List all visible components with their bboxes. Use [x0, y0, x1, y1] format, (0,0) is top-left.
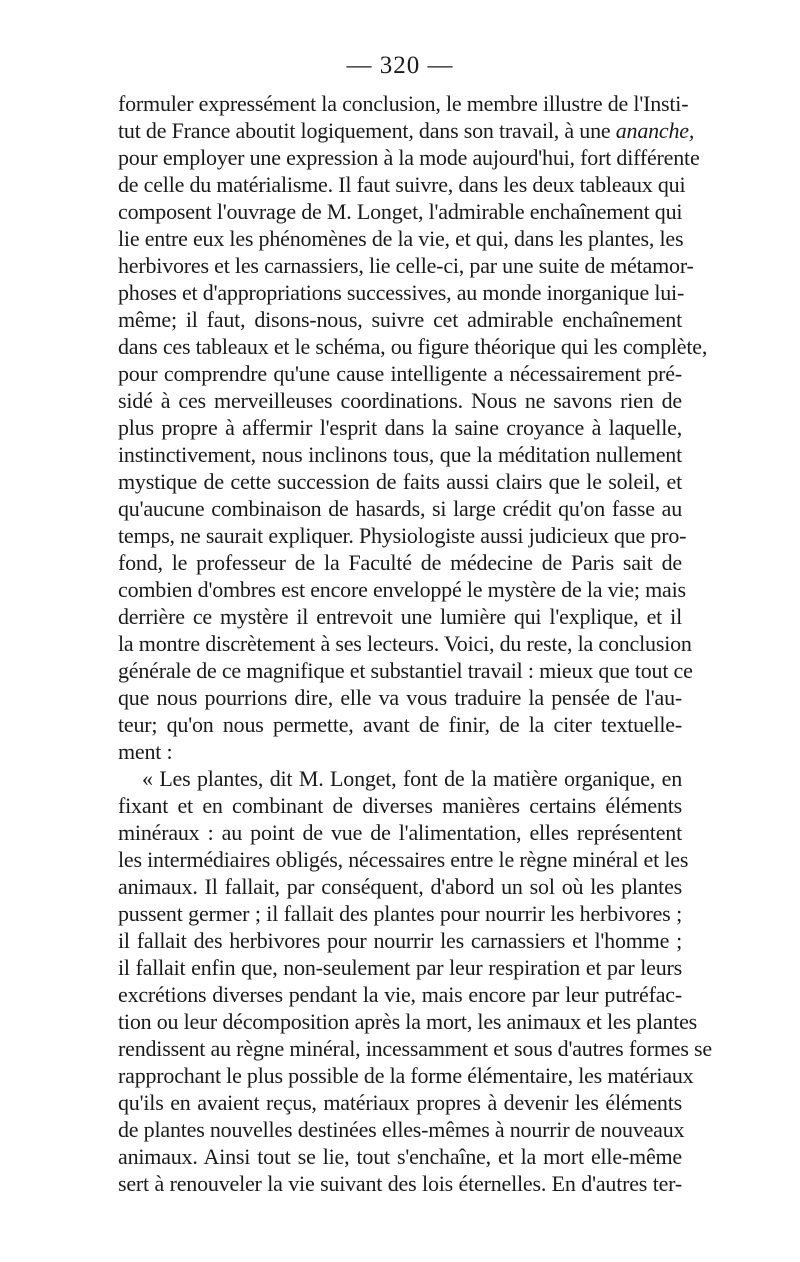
text-line: lie entre eux les phénomènes de la vie, et qui, dans les plantes, les: [118, 226, 684, 251]
text-line: animaux. Il fallait, par conséquent, d'abord un sol où les plantes: [118, 874, 682, 899]
text-line: herbivores et les carnassiers, lie celle-ci, par une suite de métamor-: [118, 253, 694, 278]
text-line: il fallait des herbivores pour nourrir les carnassiers et l'homme ;: [118, 928, 682, 953]
text-line: teur; qu'on nous permette, avant de finir, de la citer textuelle-: [118, 712, 682, 737]
text-line: fond, le professeur de la Faculté de médecine de Paris sait de: [118, 550, 682, 575]
text-line: de celle du matérialisme. Il faut suivre, dans les deux tableaux qui: [118, 172, 686, 197]
text-line: pour comprendre qu'une cause intelligente a nécessairement pré-: [118, 361, 682, 386]
text-line: « Les plantes, dit M. Longet, font de la matière organique, en: [142, 766, 682, 791]
text-line: plus propre à affermir l'esprit dans la saine croyance à laquelle,: [118, 415, 682, 440]
text-line: que nous pourrions dire, elle va vous traduire la pensée de l'au-: [118, 685, 682, 710]
text-line: pussent germer ; il fallait des plantes pour nourrir les herbivores ;: [118, 901, 682, 926]
text-line: pour employer une expression à la mode aujourd'hui, fort différente: [118, 145, 700, 170]
text-line: animaux. Ainsi tout se lie, tout s'enchaîne, et la mort elle-même: [118, 1144, 682, 1169]
text-line: temps, ne saurait expliquer. Physiologiste aussi judicieux que pro-: [118, 523, 687, 548]
text-line: la montre discrètement à ses lecteurs. Voici, du reste, la conclusion: [118, 631, 692, 656]
text-line: rapprochant le plus possible de la forme élémentaire, les matériaux: [118, 1063, 694, 1088]
text-line: composent l'ouvrage de M. Longet, l'admirable enchaînement qui: [118, 199, 683, 224]
text-line: générale de ce magnifique et substantiel travail : mieux que tout ce: [118, 658, 693, 683]
text-line: derrière ce mystère il entrevoit une lumière qui l'explique, et il: [118, 604, 682, 629]
text-line: qu'ils en avaient reçus, matériaux propres à devenir les éléments: [118, 1090, 682, 1115]
text-line: [118, 117, 695, 144]
text-line-part: tut de France aboutit logiquement, dans son travail, à une: [118, 118, 616, 143]
text-line: sert à renouveler la vie suivant des lois éternelles. En d'autres ter-: [118, 1171, 682, 1196]
text-line: phoses et d'appropriations successives, au monde inorganique lui-: [118, 280, 685, 305]
text-line: tion ou leur décomposition après la mort, les animaux et les plantes: [118, 1009, 698, 1034]
text-line: instinctivement, nous inclinons tous, que la méditation nullement: [118, 442, 682, 467]
text-line: combien d'ombres est encore enveloppé le mystère de la vie; mais: [118, 577, 686, 602]
text-line: il fallait enfin que, non-seulement par leur respiration et par leurs: [118, 955, 682, 980]
text-line: excrétions diverses pendant la vie, mais encore par leur putréfac-: [118, 982, 682, 1007]
text-line: même; il faut, disons-nous, suivre cet admirable enchaînement: [118, 307, 682, 332]
body-text: [118, 90, 712, 1197]
page-number: — 320 —: [346, 52, 454, 79]
text-line: dans ces tableaux et le schéma, ou figure théorique qui les complète,: [118, 334, 708, 359]
text-line: les intermédiaires obligés, nécessaires entre le règne minéral et les: [118, 847, 689, 872]
text-line: formuler expressément la conclusion, le membre illustre de l'Insti-: [118, 91, 689, 116]
text-line: mystique de cette succession de faits aussi clairs que le soleil, et: [118, 469, 682, 494]
italic-word-ananche: ananche,: [615, 118, 695, 143]
text-line: de plantes nouvelles destinées elles-mêmes à nourrir de nouveaux: [118, 1117, 685, 1142]
text-line: rendissent au règne minéral, incessamment et sous d'autres formes se: [118, 1036, 712, 1061]
text-line: sidé à ces merveilleuses coordinations. Nous ne savons rien de: [118, 388, 682, 413]
text-line: ment :: [118, 739, 173, 764]
text-line: qu'aucune combinaison de hasards, si large crédit qu'on fasse au: [118, 496, 682, 521]
text-line: fixant et en combinant de diverses manières certains éléments: [118, 793, 682, 818]
text-line: minéraux : au point de vue de l'alimentation, elles représentent: [118, 820, 682, 845]
